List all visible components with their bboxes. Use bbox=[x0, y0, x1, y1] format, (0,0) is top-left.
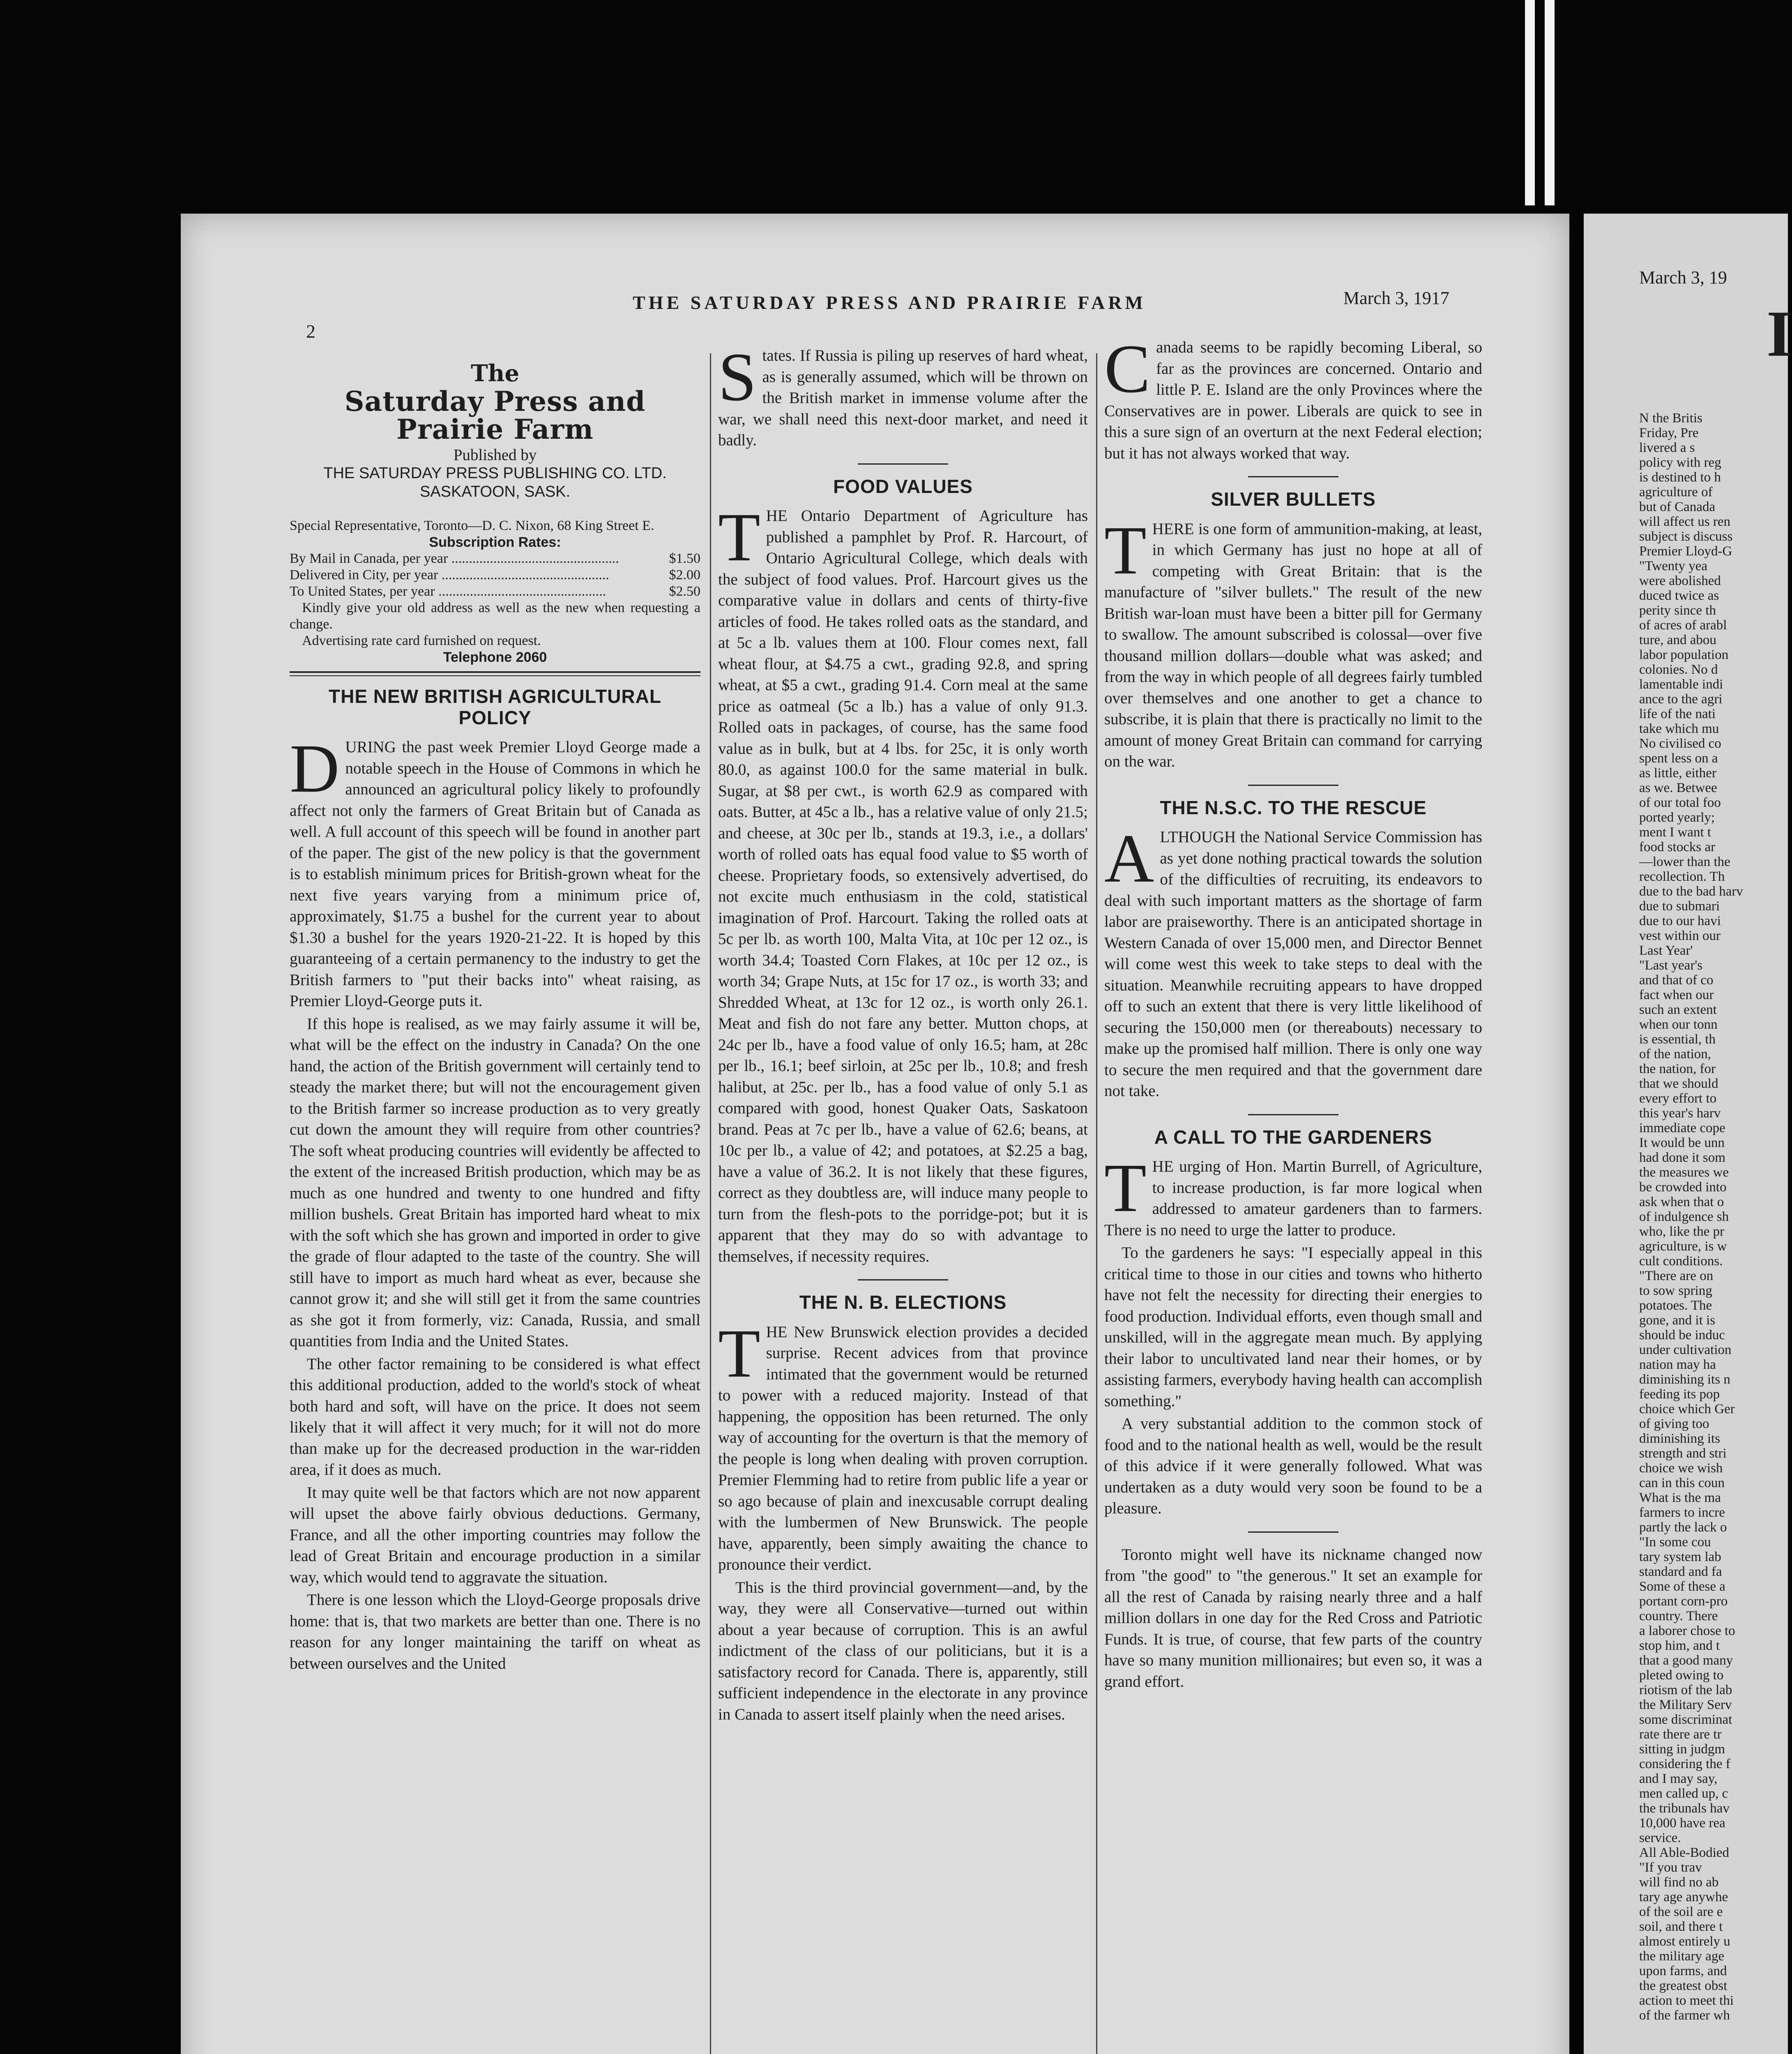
facing-page-line: ment I want t bbox=[1639, 825, 1711, 840]
article-title-food: FOOD VALUES bbox=[833, 475, 973, 497]
article-title-nb: THE N. B. ELECTIONS bbox=[799, 1292, 1007, 1313]
facing-page-line: this year's harv bbox=[1639, 1106, 1721, 1121]
publisher-name: THE SATURDAY PRESS PUBLISHING CO. LTD. bbox=[323, 465, 667, 482]
facing-page-line: as we. Betwee bbox=[1639, 781, 1717, 795]
facing-page-line: partly the lack o bbox=[1639, 1520, 1727, 1535]
article-separator bbox=[1248, 785, 1338, 786]
binding-bar-top-b bbox=[1545, 0, 1555, 205]
facing-page-line: tary system lab bbox=[1639, 1550, 1721, 1564]
facing-page-line: that we should bbox=[1639, 1076, 1718, 1091]
facing-page-line: the tribunals hav bbox=[1639, 1801, 1730, 1816]
facing-page-line: Last Year' bbox=[1639, 943, 1693, 958]
facing-page-line: agriculture of bbox=[1639, 485, 1713, 500]
facing-page-line: is essential, th bbox=[1639, 1032, 1716, 1047]
facing-page-line: choice we wish bbox=[1639, 1461, 1723, 1476]
facing-page-line: almost entirely u bbox=[1639, 1934, 1730, 1949]
article-separator bbox=[858, 1279, 948, 1280]
facing-page-line: were abolished bbox=[1639, 573, 1721, 588]
facing-page-line: and I may say, bbox=[1639, 1771, 1718, 1786]
facing-page-line: farmers to incre bbox=[1639, 1505, 1725, 1520]
facing-page-line: a laborer chose to bbox=[1639, 1623, 1735, 1638]
facing-page-line: 10,000 have rea bbox=[1639, 1816, 1725, 1831]
facing-page-line: ance to the agri bbox=[1639, 692, 1723, 707]
rate-row bbox=[290, 550, 700, 567]
column-2 bbox=[718, 339, 1088, 1727]
facing-page-line: due to submari bbox=[1639, 899, 1720, 914]
facing-page-line: "Twenty yea bbox=[1639, 559, 1708, 573]
special-representative: Special Representative, Toronto—D. C. Nixon, 68 King Street E. bbox=[290, 518, 654, 533]
binding-bar-top-a bbox=[1525, 0, 1535, 205]
facing-page-line: No civilised co bbox=[1639, 736, 1721, 751]
article-paragraph: THE New Brunswick election provides a decided surprise. Recent advices from that province intimated that the government would be returned to power with a reduced majority. Instead of that happening, the opposition has been returned. The only way of accounting for the overturn is that the memory of the people is long when dealing with proven corruption. Premier Flemming had to retire from public life a year or so ago because of plain and inexcusable corrupt dealing with the lumbermen of New Brunswick. The people have, apparently, been simply awaiting the chance to pronounce their verdict. bbox=[718, 1315, 1088, 1573]
facing-page-line: some discriminat bbox=[1639, 1712, 1732, 1727]
facing-page-line: food stocks ar bbox=[1639, 840, 1716, 854]
article-paragraph: This is the third provincial government—and, by the way, they were all Conservative—turned out within about a year because of corruption. This is an awful indictment of the class of our politicians, but it is a satisfactory record for Canada. There is, apparently, still sufficient independence in the electorate in any province in Canada to assert itself plainly when the need arises. bbox=[718, 1578, 1088, 1723]
facing-page-line: due to our havi bbox=[1639, 914, 1721, 928]
facing-page-line: perity since th bbox=[1639, 603, 1716, 618]
facing-page-line: "If you trav bbox=[1639, 1860, 1702, 1875]
facing-page-line: sitting in judgm bbox=[1639, 1742, 1725, 1757]
facing-page-line: riotism of the lab bbox=[1639, 1683, 1732, 1697]
facing-page-line: ported yearly; bbox=[1639, 810, 1715, 825]
facing-page-line: vest within our bbox=[1639, 928, 1721, 943]
facing-page-line: standard and fa bbox=[1639, 1564, 1722, 1579]
article-title-nsc: THE N.S.C. TO THE RESCUE bbox=[1160, 797, 1427, 818]
facing-page-line: "Last year's bbox=[1639, 958, 1703, 973]
facing-page-line: had done it som bbox=[1639, 1150, 1725, 1165]
article-paragraph: THERE is one form of ammunition-making, at least, in which Germany has just no hope at all of competing with Great Britain: that is the manufacture of "silver bullets." The result of the new British war-loan must have been a bitter pill for Germany to swallow. The amount subscribed is colossal—over five thousand million dollars—double what was asked; and from the way in which people of all degrees fairly tumbled over themselves and one another to get a chance to subscribe, it is plain that there is practically no limit to the amount of money Great Britain can command for carrying on the war. bbox=[1104, 512, 1482, 770]
facing-page-line: ture, and abou bbox=[1639, 633, 1716, 647]
facing-page-line: who, like the pr bbox=[1639, 1224, 1725, 1239]
facing-page-line: fact when our bbox=[1639, 988, 1714, 1002]
masthead-title bbox=[290, 359, 700, 443]
rate-price: $2.00 bbox=[669, 567, 700, 583]
facing-page-line: be crowded into bbox=[1639, 1180, 1727, 1195]
facing-page-text bbox=[1639, 411, 1787, 2023]
facing-page-line: Premier Lloyd-G bbox=[1639, 544, 1732, 559]
article-paragraph: If this hope is realised, as we may fairly assume it will be, what will be the effect on the industry in Canada? On the one hand, the action of the British government will certainly tend to steady the market there; but will not the encouragement given to the British farmer so increase production as to very greatly cut down the amount they will require from other countries? The soft wheat producing countries will evidently be affected to the extent of the increased British production, which may be as much as one hundred and twenty to one hundred and fifty million bushels. Great Britain has imported hard wheat to mix with the soft which she has grown and imported in order to give the grade of flour adapted to the taste of the country. She will still have to import as much hard wheat as ever, because she cannot grow it; and she will still get it from the same countries as she got it from formerly, viz: Canada, Russia, and small quantities from India and the United States. bbox=[290, 1015, 700, 1350]
facing-page-line: potatoes. The bbox=[1639, 1298, 1712, 1313]
facing-page-line: that a good many bbox=[1639, 1653, 1733, 1668]
facing-page-line: service. bbox=[1639, 1831, 1681, 1845]
article-separator bbox=[1248, 1531, 1338, 1533]
subscription-block bbox=[290, 518, 700, 665]
facing-page-line: of acres of arabl bbox=[1639, 618, 1727, 633]
facing-page-line: tary age anywhe bbox=[1639, 1890, 1728, 1904]
published-by: Published by bbox=[453, 446, 537, 464]
facing-page-line: will find no ab bbox=[1639, 1875, 1719, 1890]
advertising-note: Advertising rate card furnished on request. bbox=[302, 633, 541, 648]
page-number: 2 bbox=[306, 321, 316, 342]
facing-page-line: of our total foo bbox=[1639, 795, 1721, 810]
facing-page-line: diminishing its n bbox=[1639, 1372, 1730, 1387]
facing-page-line: is destined to h bbox=[1639, 470, 1721, 485]
facing-page-line: under cultivation bbox=[1639, 1342, 1732, 1357]
rate-price: $1.50 bbox=[669, 551, 700, 566]
facing-page-line: nation may ha bbox=[1639, 1357, 1716, 1372]
article-continuation: States. If Russia is piling up reserves of hard wheat, as is generally assumed, which will be thrown on the British market in immense volume after the war, we shall need this next-door market, and need it badly. bbox=[718, 339, 1088, 449]
article-paragraph: The other factor remaining to be considered is what effect this additional production, added to the world's stock of wheat both hard and soft, will have on the price. It does not seem likely that it will affect it very much; for it will not do more than make up for the decreased production in the war-ridden area, if it does as much. bbox=[290, 1355, 700, 1478]
article-paragraph: ALTHOUGH the National Service Commission has as yet done nothing practical towards the solution of the difficulties of recruiting, its endeavors to deal with such important matters as the shortage of farm labor are praiseworthy. There is an anticipated shortage in Western Canada of over 15,000 men, and Director Bennet will come west this week to take steps to deal with the situation. Meanwhile recruiting appears to have dropped off to such an extent that there is very little likelihood of securing the 150,000 men (or thereabouts) necessary to make up the promised half million. There is only one way to secure the men required and that the government dare not take. bbox=[1104, 820, 1482, 1100]
facing-page-line: lamentable indi bbox=[1639, 677, 1723, 692]
masthead-publisher-block bbox=[290, 446, 700, 501]
facing-page-line: as little, either bbox=[1639, 766, 1716, 781]
facing-page-line: considering the f bbox=[1639, 1757, 1730, 1771]
facing-page-line: livered a s bbox=[1639, 440, 1695, 455]
facing-page-line: of the nation, bbox=[1639, 1047, 1711, 1062]
masthead-rule bbox=[290, 671, 700, 676]
article-paragraph: DURING the past week Premier Lloyd George made a notable speech in the House of Commons in which he announced an agricultural policy likely to profoundly affect not only the farmers of Great Britain but of Canada as well. A full account of this speech will be found in another part of the paper. The gist of the new policy is that the government is to establish minimum prices for British-grown wheat for the next five years varying from a minimum price of, approximately, $1.75 a bushel for the current year to about $1.30 a bushel for the years 1920-21-22. It is hoped by this guaranteeing of a certain permanency to the industry to get the British farmers to "put their backs into" wheat raising, as Premier Lloyd-George puts it. bbox=[290, 730, 700, 1010]
facing-page-line: the greatest obst bbox=[1639, 1978, 1728, 1993]
facing-page-line: ask when that o bbox=[1639, 1195, 1724, 1209]
facing-page-line: duced twice as bbox=[1639, 588, 1719, 603]
facing-page-line: due to the bad harv bbox=[1639, 884, 1743, 899]
address-note: Kindly give your old address as well as the new when requesting a change. bbox=[290, 600, 700, 632]
facing-page-line: —lower than the bbox=[1639, 854, 1730, 869]
facing-page-line: of giving too bbox=[1639, 1416, 1709, 1431]
facing-page-line: take which mu bbox=[1639, 721, 1719, 736]
facing-page-line: upon farms, and bbox=[1639, 1964, 1727, 1978]
article-paragraph-toronto: Toronto might well have its nickname changed now from "the good" to "the generous." It set an example for all the rest of Canada by raising nearly three and a half million dollars in one day for the Red Cross and Patriotic Funds. It is true, of course, that few parts of the country have so many munition millionaires; but even so, it was a grand effort. bbox=[1104, 1545, 1482, 1690]
facing-page-line: life of the nati bbox=[1639, 707, 1716, 721]
facing-page-date: March 3, 19 bbox=[1639, 267, 1727, 288]
facing-page-line: spent less on a bbox=[1639, 751, 1718, 766]
facing-page-line: gone, and it is bbox=[1639, 1313, 1716, 1328]
rate-price: $2.50 bbox=[669, 584, 700, 599]
facing-page-line: rate there are tr bbox=[1639, 1727, 1722, 1742]
article-paragraph: A very substantial addition to the common stock of food and to the national health as well, would be the result of this advice if it were generally followed. What was undertaken as a duty would very soon be found to be a pleasure. bbox=[1104, 1415, 1482, 1517]
facing-page-line: All Able-Bodied bbox=[1639, 1845, 1730, 1860]
facing-page-line: "There are on bbox=[1639, 1269, 1714, 1283]
article-continuation: Canada seems to be rapidly becoming Liberal, so far as the provinces are concerned. Ontario and little P. E. Island are the only Provinces where the Conservatives are in power. Liberals are quick to see in this a sure sign of an overturn at the next Federal election; but it has not always worked that way. bbox=[1104, 331, 1482, 462]
facing-page-line: subject is discuss bbox=[1639, 529, 1733, 544]
facing-page-line: strength and stri bbox=[1639, 1446, 1727, 1461]
facing-page-line: the measures we bbox=[1639, 1165, 1729, 1180]
facing-page-line: to sow spring bbox=[1639, 1283, 1712, 1298]
facing-page-line: the military age bbox=[1639, 1949, 1725, 1964]
facing-page-line: of indulgence sh bbox=[1639, 1209, 1729, 1224]
facing-page-line: "In some cou bbox=[1639, 1535, 1711, 1550]
column-3 bbox=[1104, 331, 1482, 1694]
facing-page-drop-cap: I bbox=[1767, 297, 1792, 370]
masthead-name: Saturday Press and Prairie Farm bbox=[344, 385, 646, 445]
facing-page-line: but of Canada bbox=[1639, 500, 1716, 514]
facing-page-line: the Military Serv bbox=[1639, 1697, 1732, 1712]
facing-page-line: N the Britis bbox=[1639, 411, 1702, 426]
article-separator bbox=[1248, 1114, 1338, 1115]
facing-page-line: of the farmer wh bbox=[1639, 2008, 1730, 2023]
facing-page-line: when our tonn bbox=[1639, 1017, 1718, 1032]
facing-page-line: recollection. Th bbox=[1639, 869, 1725, 884]
rate-label: By Mail in Canada, per year ..... bbox=[290, 550, 669, 567]
article-paragraph: There is one lesson which the Lloyd-George proposals drive home: that is, that two markets are better than one. There is no reason for any longer maintaining the tariff on wheat as between ourselves and the United bbox=[290, 1591, 700, 1672]
rate-label: Delivered in City, per year ..... bbox=[290, 567, 669, 583]
facing-page-line: Friday, Pre bbox=[1639, 426, 1699, 440]
facing-page-line: of the soil are e bbox=[1639, 1904, 1723, 1919]
facing-page-line: can in this coun bbox=[1639, 1476, 1725, 1490]
facing-page-line: action to meet thi bbox=[1639, 1993, 1734, 2008]
article-paragraph: It may quite well be that factors which are not now apparent will upset the above fairly obvious deductions. Germany, France, and all the other importing countries may follow the lead of Great Britain and encourage production in a similar way, which would tend to aggravate the situation. bbox=[290, 1483, 700, 1586]
facing-page-line: cult conditions. bbox=[1639, 1254, 1723, 1269]
rate-row bbox=[290, 567, 700, 583]
facing-page-line: Some of these a bbox=[1639, 1579, 1725, 1594]
facing-page-line: should be induc bbox=[1639, 1328, 1725, 1342]
column-1 bbox=[290, 359, 700, 1676]
column-rule-1 bbox=[710, 353, 711, 2054]
facing-page-line: colonies. No d bbox=[1639, 662, 1718, 677]
article-title-policy: THE NEW BRITISH AGRICULTURAL POLICY bbox=[329, 686, 661, 728]
facing-page-line: diminishing its bbox=[1639, 1431, 1721, 1446]
article-paragraph: THE urging of Hon. Martin Burrell, of Agriculture, to increase production, is far more logical when addressed to amateur gardeners than to farmers. There is no need to urge the latter to produce. bbox=[1104, 1150, 1482, 1239]
column-rule-2 bbox=[1096, 353, 1097, 2054]
issue-date: March 3, 1917 bbox=[1343, 288, 1449, 308]
rates-heading: Subscription Rates: bbox=[429, 534, 561, 550]
rate-row bbox=[290, 583, 700, 600]
facing-page-line: feeding its pop bbox=[1639, 1387, 1720, 1402]
facing-page-line: pleted owing to bbox=[1639, 1668, 1724, 1683]
facing-page-line: the nation, for bbox=[1639, 1062, 1716, 1076]
masthead-the: The bbox=[470, 360, 519, 387]
publisher-city: SASKATOON, SASK. bbox=[419, 483, 571, 500]
facing-page-line: portant corn-pro bbox=[1639, 1594, 1728, 1609]
facing-page-line: and that of co bbox=[1639, 973, 1714, 988]
facing-page-line: will affect us ren bbox=[1639, 514, 1731, 529]
facing-page-line: What is the ma bbox=[1639, 1490, 1721, 1505]
running-head: THE SATURDAY PRESS AND PRAIRIE FARM bbox=[633, 292, 1146, 313]
article-separator bbox=[858, 463, 948, 465]
facing-page-line: labor population bbox=[1639, 647, 1729, 662]
facing-page-line: choice which Ger bbox=[1639, 1402, 1735, 1416]
facing-page-line: policy with reg bbox=[1639, 455, 1721, 470]
facing-page-line: such an extent bbox=[1639, 1002, 1717, 1017]
facing-page-line: soil, and there t bbox=[1639, 1919, 1723, 1934]
article-title-silver: SILVER BULLETS bbox=[1211, 488, 1376, 510]
article-title-gardeners: A CALL TO THE GARDENERS bbox=[1154, 1126, 1433, 1148]
facing-page-line: It would be unn bbox=[1639, 1135, 1725, 1150]
article-paragraph: THE Ontario Department of Agriculture has published a pamphlet by Prof. R. Harcourt, of Ontario Agricultural College, which deals with the subject of food values. Prof. Harcourt gives us the comparative value in dollars and cents of thirty-five articles of food. He takes rolled oats as the standard, and at 5c a lb. values them at 100. Flour comes next, fall wheat flour, at $4.75 a cwt., grading 92.8, and spring wheat, at $5 a cwt., grading 91.4. Corn meal at the same price as oatmeal (5c a lb.) has a value of only 91.3. Rolled oats in packages, of course, has the same food value as in bulk, but at 4 lbs. for 25c, it is only worth 80.0, as against 100.0 for the same material in bulk. Sugar, at $8 per cwt., is worth 62.9 as compared with oats. Butter, at 45c a lb., has a relative value of only 21.5; and cheese, at 30c per lb., stands at 19.3, i.e., a dollars' worth of rolled oats has equal food value to $5 worth of cheese. Proprietary foods, so extensively advertised, do not excite much enthusiasm in the cold, statistical imagination of Prof. Harcourt. Taking the rolled oats at 5c per lb. as worth 100, Malta Vita, at 10c per 12 oz., is worth 34.4; Toasted Corn Flakes, at 10c per 12 oz., is worth 34; Grape Nuts, at 15c for 17 oz., is worth 33; and Shredded Wheat, at 13c for 12 oz., is worth only 26.1. Meat and fish do not fare any better. Mutton chops, at 24c per lb., have a food value of only 16.5; ham, at 28c per lb., 16.1; beef sirloin, at 25c per lb., 10.8; and fresh halibut, at 25c. per lb., has a food value of only 5.1 as compared with good, honest Quaker Oats, Saskatoon brand. Peas at 7c per lb., have a value of 62.6; beans, at 10c per lb., a value of 42; and potatoes, at $2.25 a bag, have a value of 36.2. It is not likely that these figures, correct as they doubtless are, will induce many people to turn from the flesh-pots to the porridge-pot; but it is apparent that they may do so with advantage to themselves, if necessity requires. bbox=[718, 499, 1088, 1265]
facing-page-line: agriculture, is w bbox=[1639, 1239, 1727, 1254]
article-separator bbox=[1248, 476, 1338, 477]
facing-page-line: immediate cope bbox=[1639, 1121, 1725, 1135]
facing-page-line: every effort to bbox=[1639, 1091, 1717, 1106]
facing-page-line: stop him, and t bbox=[1639, 1638, 1720, 1653]
rate-label: To United States, per year ..... bbox=[290, 583, 669, 600]
facing-page-line: country. There bbox=[1639, 1609, 1718, 1623]
facing-page-line: men called up, c bbox=[1639, 1786, 1728, 1801]
article-paragraph: To the gardeners he says: "I especially appeal in this critical time to those in our cities and towns who hitherto have not felt the necessity for directing their energies to food production. Individual efforts, even though small and unskilled, will in the aggregate mean much. By applying their labor to uncultivated land near their homes, or by assisting farmers, everybody having health can accomplish something." bbox=[1104, 1244, 1482, 1410]
telephone: Telephone 2060 bbox=[443, 649, 547, 665]
